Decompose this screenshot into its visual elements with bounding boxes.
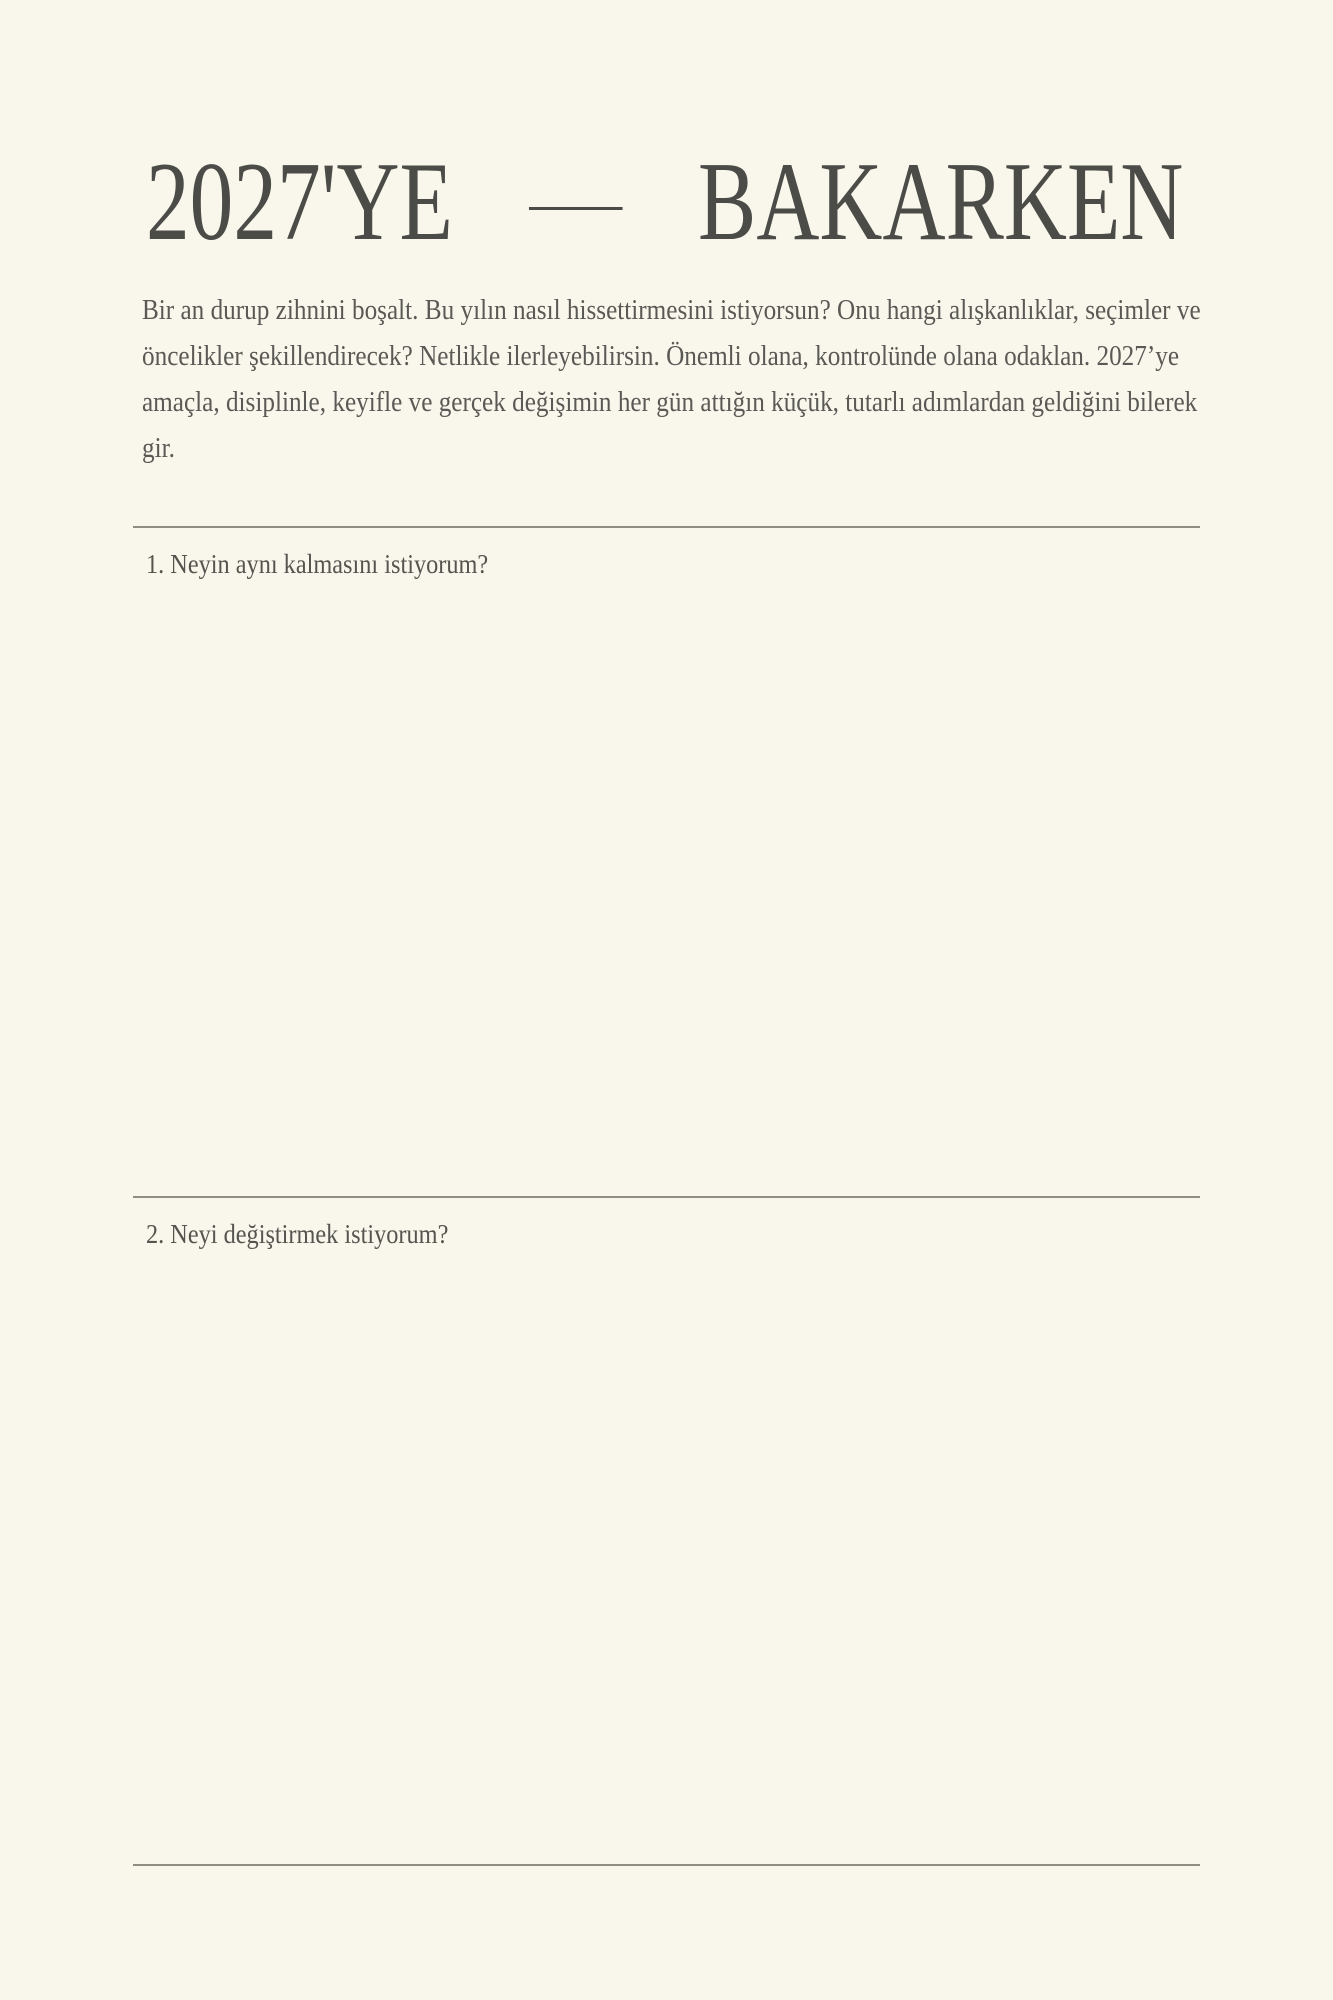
divider-2 <box>133 1196 1200 1198</box>
divider-1 <box>133 526 1200 528</box>
title-dash <box>529 207 623 210</box>
title-left: 2027'YE <box>146 140 453 264</box>
intro-text: Bir an durup zihnini boşalt. Bu yılın nasıl hissettirmesini istiyorsun? Onu hangi alışkanlıklar, seçimler ve öncelikler şekillendirecek? Netlikle ilerleyebilirsin. Önemli olana, kontrolünde olana odaklan. 2027’ye amaçla, disiplinle, keyifle ve gerçek değişimin her gün attığın küçük, tutarlı adımlardan geldiğini bilerek gir. <box>142 295 1201 464</box>
question-1: 1. Neyin aynı kalmasını istiyorum? <box>146 549 489 579</box>
divider-3 <box>133 1864 1200 1866</box>
title-right: BAKARKEN <box>698 140 1184 264</box>
intro-paragraph <box>142 288 1202 472</box>
page-title <box>146 132 1183 272</box>
question-2: 2. Neyi değiştirmek istiyorum? <box>146 1219 449 1249</box>
